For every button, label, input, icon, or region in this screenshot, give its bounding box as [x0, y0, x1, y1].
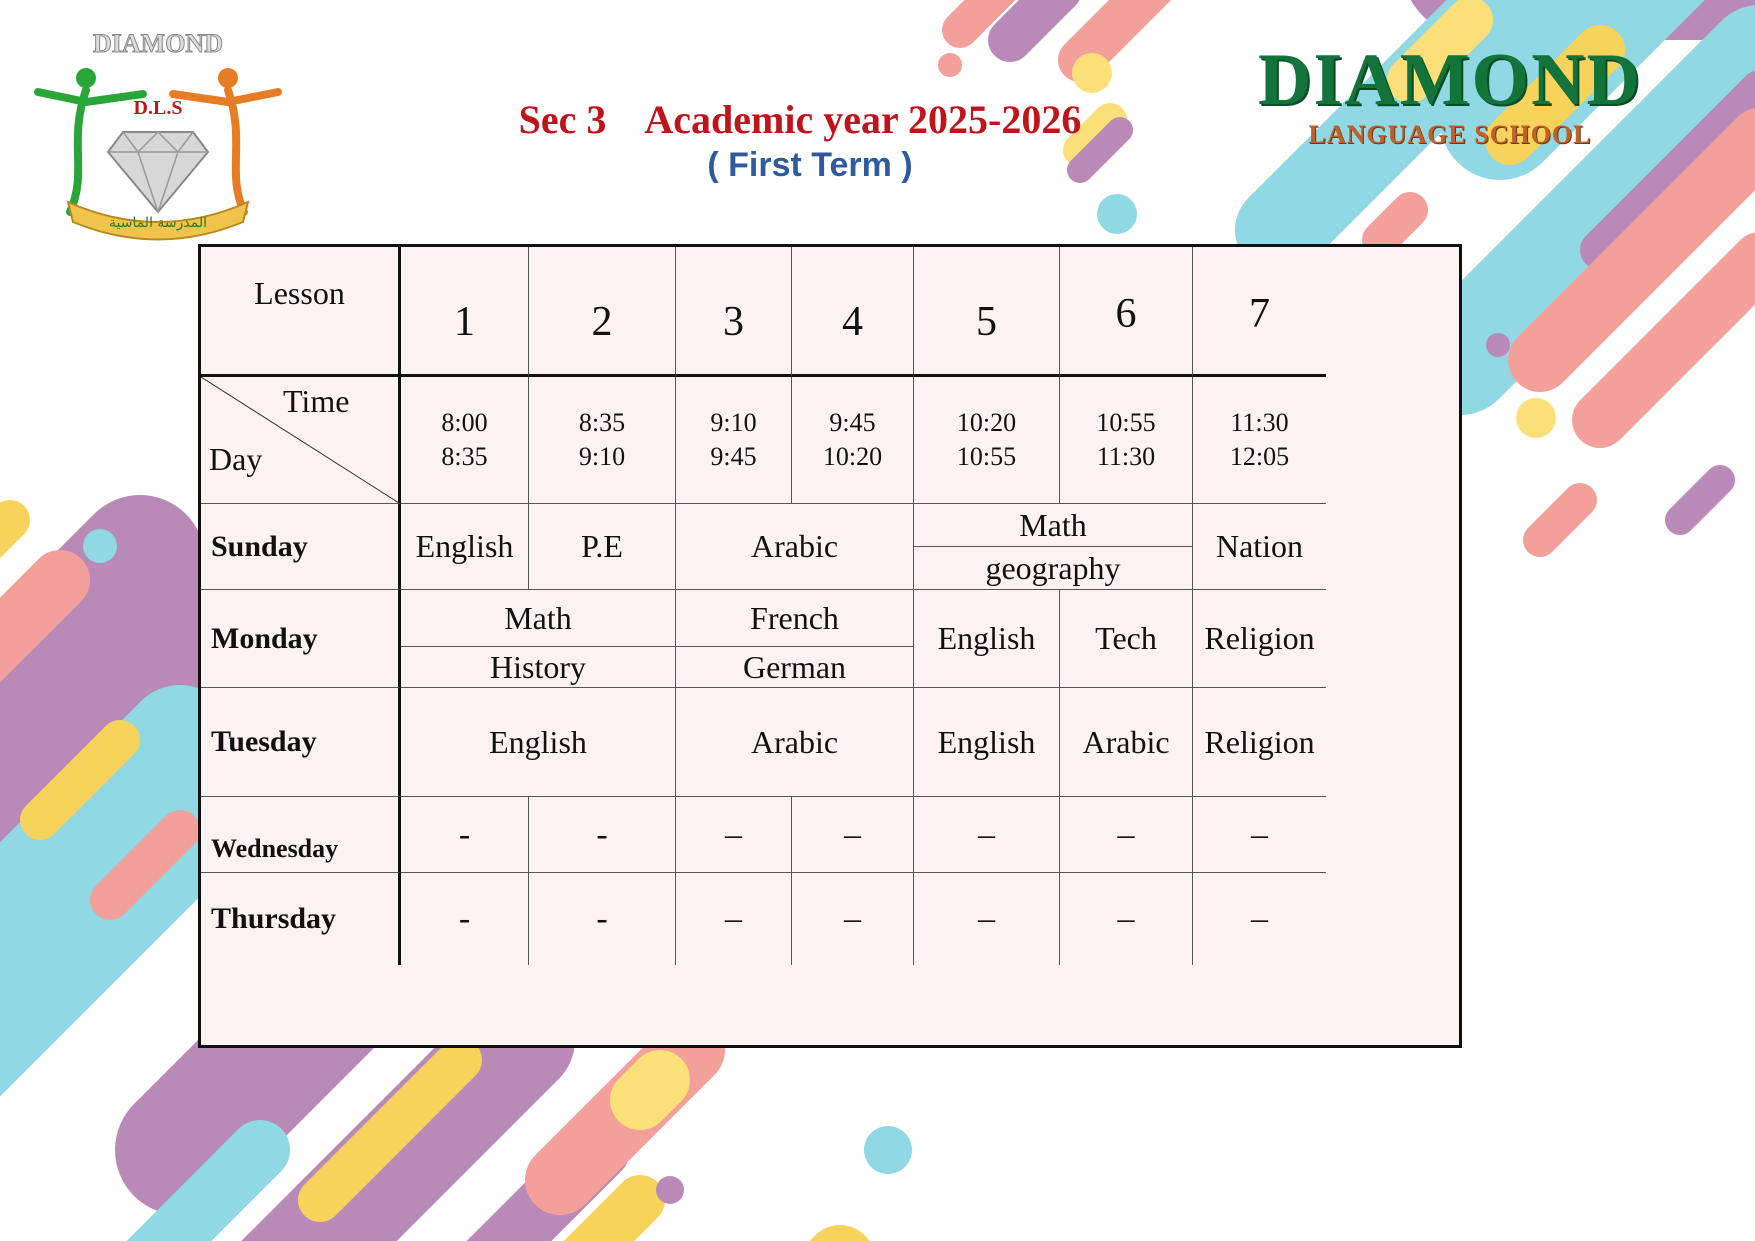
lesson-number: 7	[1193, 247, 1326, 377]
subject-cell: Religion	[1193, 590, 1326, 688]
school-logo	[28, 22, 288, 242]
page-title	[480, 96, 1120, 143]
period-time	[1193, 377, 1326, 504]
lesson-number: 6	[1060, 247, 1193, 377]
day-thursday: Thursday	[201, 873, 401, 965]
time-day-header	[201, 377, 401, 504]
time-end: 8:35	[441, 442, 488, 471]
academic-year: Academic year 2025-2026	[644, 97, 1082, 142]
brand-subtitle: LANGUAGE SCHOOL	[1308, 120, 1592, 149]
day-monday: Monday	[201, 590, 401, 688]
empty-period: –	[1060, 873, 1193, 965]
period-time	[914, 377, 1060, 504]
empty-period: –	[1060, 797, 1193, 873]
time-start: 9:45	[829, 408, 876, 437]
empty-period: –	[1251, 900, 1268, 937]
period-time	[1060, 377, 1193, 504]
subject-cell: Tech	[1060, 590, 1193, 688]
lesson-number: 1	[401, 247, 529, 377]
subject-cell: English	[401, 688, 676, 797]
period-time	[529, 377, 676, 504]
empty-period: –	[792, 797, 914, 873]
brand-logo	[1240, 40, 1660, 150]
time-end: 10:20	[822, 442, 883, 471]
subject-cell: Nation	[1193, 504, 1326, 590]
logo-ribbon-text: المدرسة الماسية	[108, 215, 208, 231]
day-wednesday: Wednesday	[201, 797, 401, 873]
time-start: 9:10	[710, 408, 757, 437]
subject-cell: English	[914, 590, 1060, 688]
time-start: 10:20	[956, 408, 1017, 437]
period-time	[676, 377, 792, 504]
subject-cell-split-top: Math	[914, 504, 1193, 547]
brand-name: DIAMOND	[1258, 39, 1642, 121]
subject-cell: English	[914, 688, 1060, 797]
empty-period: -	[529, 797, 676, 873]
subject-cell: Religion	[1193, 688, 1326, 797]
time-start: 8:00	[441, 408, 488, 437]
lesson-label: Lesson	[254, 275, 345, 311]
day-sunday: Sunday	[201, 504, 401, 590]
empty-period: –	[914, 797, 1060, 873]
time-label: Time	[283, 383, 350, 419]
subject-cell-split-bottom: History	[401, 647, 676, 688]
subject-cell: Arabic	[676, 504, 914, 590]
time-end: 9:10	[578, 442, 626, 471]
empty-period: –	[914, 873, 1060, 965]
subject-cell: Arabic	[676, 688, 914, 797]
logo-initials: D.L.S	[133, 97, 183, 119]
period-time	[401, 377, 529, 504]
time-end: 11:30	[1096, 442, 1156, 471]
lesson-number: 2	[529, 247, 676, 377]
time-start: 11:30	[1230, 408, 1289, 437]
time-start: 8:35	[578, 408, 626, 437]
subject-cell-split-bottom: geography	[914, 547, 1193, 590]
empty-period: –	[676, 873, 792, 965]
period-time	[792, 377, 914, 504]
section-label: Sec 3	[518, 97, 607, 142]
lesson-number: 4	[792, 247, 914, 377]
empty-period: -	[401, 797, 529, 873]
subject-cell: Arabic	[1060, 688, 1193, 797]
time-start: 10:55	[1096, 408, 1156, 437]
subject-cell-split-top: Math	[401, 590, 676, 647]
empty-period: -	[529, 873, 676, 965]
logo-arc-text: DIAMOND	[93, 29, 223, 58]
subject-cell: English	[401, 504, 529, 590]
time-end: 12:05	[1229, 442, 1290, 471]
empty-period: –	[1193, 797, 1326, 873]
lesson-number: 5	[914, 247, 1060, 377]
subject-cell: P.E	[529, 504, 676, 590]
empty-period: –	[676, 797, 792, 873]
day-label: Day	[209, 441, 263, 477]
lesson-header	[201, 247, 401, 377]
term-label: ( First Term )	[707, 146, 913, 184]
timetable	[198, 244, 1462, 1048]
lesson-number: 3	[676, 247, 792, 377]
time-end: 10:55	[956, 442, 1017, 471]
subject-cell-split-top: French	[676, 590, 914, 647]
empty-period: –	[792, 873, 914, 965]
empty-period: -	[401, 873, 529, 965]
subject-cell-split-bottom: German	[676, 647, 914, 688]
day-tuesday: Tuesday	[201, 688, 401, 797]
time-end: 9:45	[710, 442, 757, 471]
